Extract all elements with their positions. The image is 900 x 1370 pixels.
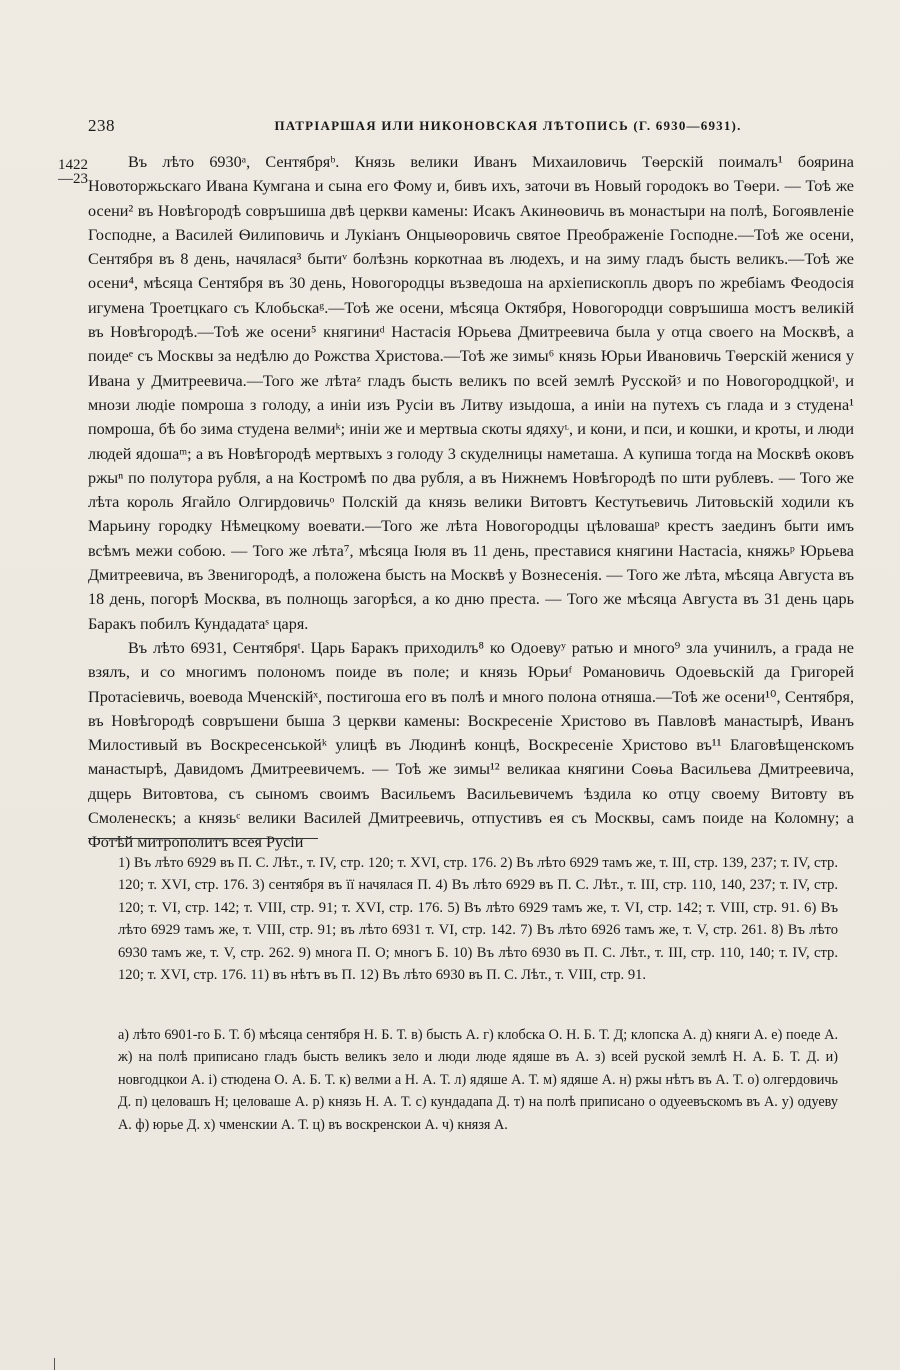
footnote-rule (88, 838, 318, 839)
edge-mark (54, 1358, 55, 1370)
margin-year-start: 1422 (58, 157, 88, 173)
running-head (88, 116, 848, 138)
margin-year-end: —23 (58, 171, 88, 187)
page-number: 238 (88, 116, 115, 135)
main-text (88, 150, 854, 855)
paragraph-6930: Въ лѣто 6930ᵃ, Сентябряᵇ. Князь велики Иванъ Михаиловичь Тѳерскій поималъ¹ боярина Новоторжьскаго Ивана Кумгана и сына его Фому и, бивъ ихъ, заточи въ Новый городокъ во Тѳери. — Тоѣ же осени² въ Новѣгородѣ совръшиша двѣ церкви камены: Исакъ Акинѳовичь въ монастыри на полѣ, Богоявленіе Господне, а Василей Ѳилиповичь и Лукіанъ Онцыѳоровичь святое Преображеніе Господне.—Тоѣ же осени, Сентября въ 8 день, начялася³ бытиᵛ болѣзнь коркотнаа въ людехъ, и на зиму гладъ бысть великъ.—Тоѣ же осени⁴, мѣсяца Сентября въ 30 день, Новогородцы възведоша на архіепископль дворъ по жребіамъ Феодосія игумена Троетцкаго съ Клобьскаᵍ.—Тоѣ же осени, мѣсяца Октября, Новогородци совръшиша мостъ великій въ Новѣгородѣ.—Тоѣ же осени⁵ княгиниᵈ Настасія Юрьева Дмитреевича была у отца своего на Москвѣ, а поидеᵉ съ Москвы за недѣлю до Рожства Христова.—Тоѣ же зимы⁶ князь Юрьи Ивановичь Тѳерскій женися у Ивана у Дмитреевича.—Того же лѣтаᶻ гладъ бысть великъ по всей землѣ Русскойᶾ и по Новогородцкойᶦ, и мнози людіе помроша з голоду, а иніи изъ Русіи въ Литву изыдоша, а иніи на путехъ съ глада и з студена¹ помроша, бѣ бо зима студена велмиᵏ; иніи же и мертвыа скоты ядяхуᶫ, и кони, и пси, и кошки, и кроты, и люди людей ядошаᵐ; а въ Новѣгородѣ мертвыхъ з голоду 3 скуделницы наметаша. А купиша тогда на Москвѣ оковъ ржыⁿ по полутора рубля, а на Костромѣ по два рубля, а въ Нижнемъ Новѣгородѣ по шти рублевъ. — Того же лѣта король Ягайло Олгирдовичьᵒ Полскій да князь велики Витовтъ Кестутьевичь Литовьскій ходили къ Марьину городку Нѣмецкому воевати.—Того же лѣта Новогородцы цѣловашаᵖ крестъ заединъ быти имъ всѣмъ межи собою. — Того же лѣта⁷, мѣсяца Іюля въ 11 день, преставися княгини Настасіа, княжьᵖ Юрьева Дмитреевича, въ Звенигородѣ, а положена бысть на Москвѣ у Вознесенія. — Того же лѣта, мѣсяца Августа въ 18 день, погорѣ Москва, въ полнощь загорѣся, а ко дню преста. — Того же мѣсяца Августа въ 31 день царь Баракъ побилъ Кундадатаˢ царя. (88, 153, 854, 633)
year-margin-note (58, 158, 88, 186)
running-title: ПАТРІАРШАЯ ИЛИ НИКОНОВСКАЯ ЛѢТОПИСЬ (Г. 6930—6931). (274, 118, 742, 133)
numbered-footnotes-text: 1) Въ лѣто 6929 въ П. С. Лѣт., т. IV, стр. 120; т. XVI, стр. 176. 2) Въ лѣто 6929 тамъ же, т. III, стр. 139, 237; т. IV, стр. 120; т. XVI, стр. 176. 3) сентября въ її начялася П. 4) Въ лѣто 6929 въ П. С. Лѣт., т. III, стр. 110, 140, 237; т. IV, стр. 120; т. VI, стр. 142; т. VIII, стр. 91; т. XVI, стр. 176. 5) Въ лѣто 6929 тамъ же, т. VI, стр. 142; т. VIII, стр. 91. 6) Въ лѣто 6929 тамъ же, т. VIII, стр. 91; въ лѣто 6931 т. VI, стр. 142. 7) Въ лѣто 6926 тамъ же, т. V, стр. 261. 8) Въ лѣто 6930 тамъ же, т. V, стр. 262. 9) многа П. О; многъ Б. 10) Въ лѣто 6930 въ П. С. Лѣт., т. III, стр. 110, 140; т. IV, стр. 120; т. XVI, стр. 176. 11) въ нѣтъ въ П. 12) Въ лѣто 6930 въ П. С. Лѣт., т. VIII, стр. 91. (118, 855, 838, 984)
lettered-variant-notes (118, 1024, 838, 1136)
paragraph-6931: Въ лѣто 6931, Сентябряᵗ. Царь Баракъ приходилъ⁸ ко Одоевуʸ ратью и много⁹ зла учинилъ, а града не взялъ, и со многимъ полономъ поиде въ поле; и князь Юрьиᶠ Романовичь Одоевьскій да Григорей Протасіевичь, воевода Мченскійˣ, постигоша его въ полѣ и много полона отняша.—Тоѣ же осени¹⁰, Сентября, въ Новѣгородѣ совръшени быша 3 церкви камены: Воскресеніе Христово въ Павловѣ манастырѣ, Иванъ Милостивый въ Воскресенськойᵏ улицѣ въ Людинѣ концѣ, Воскресеніе Христово въ¹¹ Благовѣщенскомъ манастырѣ, Давидомъ Дмитреевичемъ. — Тоѣ же зимы¹² великаа княгини Соѳьа Васильева Дмитреевича, дщерь Витовтова, съ сыномъ своимъ Васильемъ Васильевичемъ ѣздила ко отцу своему Витовту въ Смоленескъ; а князьᶜ велики Василей Дмитреевичь, отпустивъ ея съ Москвы, самъ поиде на Коломну; а Фотѣй митрополитъ всея Русіи (88, 638, 854, 852)
numbered-footnotes (118, 852, 838, 986)
variant-notes-text: а) лѣто 6901-го Б. Т. б) мѣсяца сентября Н. Б. Т. в) бысть А. г) клобска О. Н. Б. Т. Д; клопска А. д) княги А. е) поеде А. ж) на полѣ приписано гладъ бысть великъ зело и люди люде ядяше въ А. з) всей руской землѣ Н. А. Б. Т. Д. и) новгодцкои А. і) стюдена О. А. Б. Т. к) велми а Н. А. Т. л) ядяше А. Т. м) ядяше А. н) ржы нѣтъ въ А. Т. о) олгердовичь Д. п) целовашъ Н; целоваше А. р) князь Н. А. Т. с) кундадапа Д. т) на полѣ приписано о одуеевъскомъ въ А. у) одуеву А. ф) юрье Д. х) чменскии А. Т. ц) въ воскренскои А. ч) князя А. (118, 1027, 838, 1133)
